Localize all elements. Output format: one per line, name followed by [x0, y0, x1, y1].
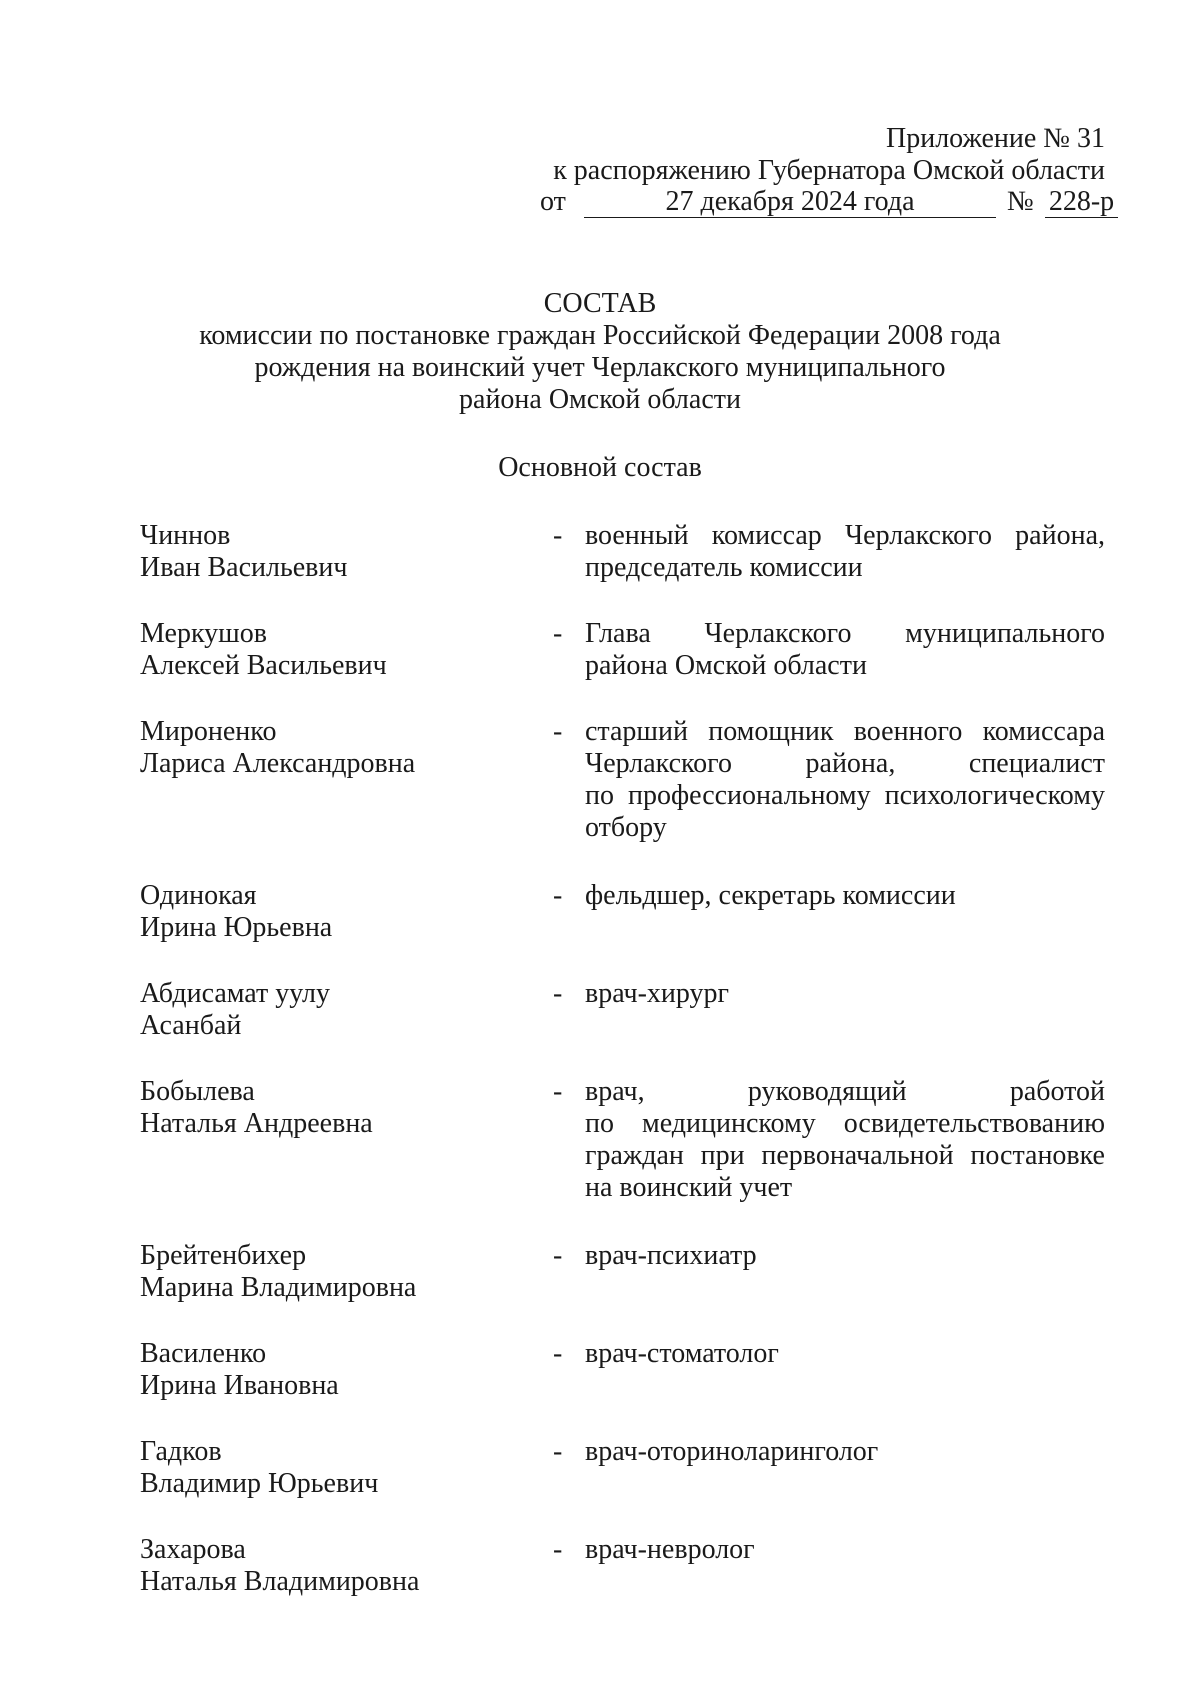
member-dash: -: [553, 978, 563, 1009]
member-name: [140, 1240, 520, 1304]
member-dash: -: [553, 1338, 563, 1369]
member-role: [585, 716, 1105, 844]
member-name: [140, 880, 520, 944]
member-role-line: Черлакского района, специалист: [585, 748, 1105, 779]
member-dash: -: [553, 1534, 563, 1565]
member-role: [585, 1534, 1105, 1566]
member-role-line: граждан при первоначальной постановке: [585, 1140, 1105, 1171]
member-name: [140, 978, 520, 1042]
member-role-line: врач, руководящий работой: [585, 1076, 1105, 1107]
member-surname: Абдисамат уулу: [140, 978, 330, 1009]
member-role-line: фельдшер, секретарь комиссии: [585, 880, 956, 911]
member-role-line: врач-стоматолог: [585, 1338, 779, 1369]
member-given-names: Ирина Ивановна: [140, 1370, 339, 1401]
member-given-names: Алексей Васильевич: [140, 650, 387, 681]
member-surname: Мироненко: [140, 716, 277, 747]
member-dash: -: [553, 618, 563, 649]
member-role: [585, 1338, 1105, 1370]
member-given-names: Асанбай: [140, 1010, 242, 1041]
member-role-line: врач-хирург: [585, 978, 730, 1009]
member-surname: Бобылева: [140, 1076, 255, 1107]
member-role-line: по профессиональному психологическому: [585, 780, 1105, 811]
member-dash: -: [553, 1436, 563, 1467]
member-role-line: отбору: [585, 812, 667, 843]
member-given-names: Наталья Владимировна: [140, 1566, 420, 1597]
member-dash: -: [553, 1240, 563, 1271]
member-name: [140, 520, 520, 584]
member-surname: Захарова: [140, 1534, 246, 1565]
member-name: [140, 1436, 520, 1500]
title-main: СОСТАВ: [543, 288, 657, 319]
member-surname: Гадков: [140, 1436, 222, 1467]
appendix-number: Приложение № 31: [886, 123, 1105, 154]
member-dash: -: [553, 716, 563, 747]
member-surname: Чиннов: [140, 520, 231, 551]
member-role-line: старший помощник военного комиссара: [585, 716, 1105, 747]
member-role: [585, 880, 1105, 912]
member-given-names: Ирина Юрьевна: [140, 912, 333, 943]
member-surname: Брейтенбихер: [140, 1240, 307, 1271]
member-given-names: Иван Васильевич: [140, 552, 348, 583]
document-title: [0, 288, 1200, 416]
member-role-line: района Омской области: [585, 650, 867, 681]
member-name: [140, 1076, 520, 1140]
title-line-1: комиссии по постановке граждан Российской Федерации 2008 года: [199, 320, 1001, 351]
member-role-line: врач-невролог: [585, 1534, 755, 1565]
member-role: [585, 1436, 1105, 1468]
member-role-line: по медицинскому освидетельствованию: [585, 1108, 1105, 1139]
order-number: 228-р: [1045, 186, 1118, 218]
member-dash: -: [553, 520, 563, 551]
section-heading: Основной состав: [498, 452, 702, 483]
member-role-line: Глава Черлакского муниципального: [585, 618, 1105, 649]
member-role-line: врач-оториноларинголог: [585, 1436, 879, 1467]
title-line-2: рождения на воинский учет Черлакского муниципального: [254, 352, 946, 383]
member-surname: Меркушов: [140, 618, 267, 649]
member-role: [585, 1076, 1105, 1204]
member-name: [140, 716, 520, 780]
member-role: [585, 978, 1105, 1010]
member-role-line: военный комиссар Черлакского района,: [585, 520, 1105, 551]
member-dash: -: [553, 880, 563, 911]
member-given-names: Марина Владимировна: [140, 1272, 417, 1303]
from-label: от: [540, 186, 566, 217]
appendix-reference: к распоряжению Губернатора Омской области: [553, 155, 1105, 186]
member-name: [140, 618, 520, 682]
member-given-names: Наталья Андреевна: [140, 1108, 373, 1139]
member-role: [585, 1240, 1105, 1272]
member-role: [585, 618, 1105, 682]
member-role: [585, 520, 1105, 584]
member-given-names: Лариса Александровна: [140, 748, 416, 779]
order-date: 27 декабря 2024 года: [584, 186, 996, 218]
member-role-line: председатель комиссии: [585, 552, 863, 583]
member-surname: Василенко: [140, 1338, 267, 1369]
member-dash: -: [553, 1076, 563, 1107]
member-role-line: на воинский учет: [585, 1172, 793, 1203]
number-sign: №: [1007, 186, 1034, 217]
title-line-3: района Омской области: [459, 384, 741, 415]
member-name: [140, 1338, 520, 1402]
member-given-names: Владимир Юрьевич: [140, 1468, 379, 1499]
member-role-line: врач-психиатр: [585, 1240, 757, 1271]
member-name: [140, 1534, 520, 1598]
member-surname: Одинокая: [140, 880, 257, 911]
